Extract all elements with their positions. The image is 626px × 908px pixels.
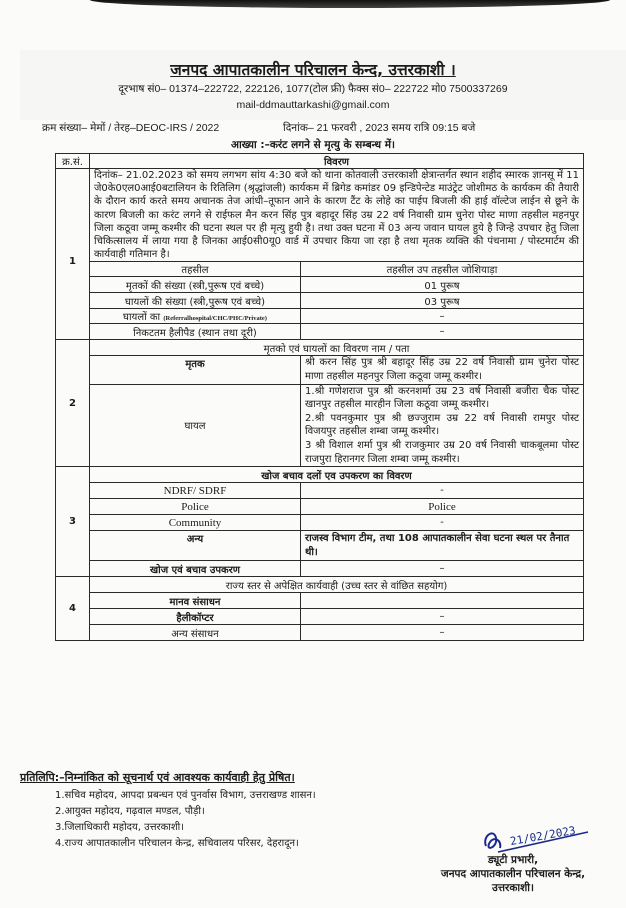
section-4-heading: राज्य स्तर से अपेक्षित कार्यवाही (उच्च स्तर से वांछित सहयोग) (90, 577, 584, 593)
community-label: Community (90, 515, 301, 531)
rescue-equipment-label: खोज एवं बचाव उपकरण (90, 561, 301, 577)
col-details-header: विवरण (90, 154, 584, 169)
contact-line: दूरभाष सं0– 01374–222722, 222126, 1077(टोल फ्री) फैक्स सं0– 222722 मो0 7500337269 (118, 83, 508, 95)
signatory-office: जनपद आपातकालीन परिचालन केन्द्र, (440, 868, 586, 880)
injured-label: घायल (90, 384, 301, 467)
deceased-count-label: मृतकों की संख्या (स्त्री,पुरूष एवं बच्चे) (90, 277, 301, 293)
copy-to-item: 4.राज्य आपातकालीन परिचालन केन्द्र, सचिवालय परिसर, देहरादून। (55, 838, 299, 849)
injured-hospital-label-text: घायलों का (123, 312, 161, 324)
injured-person-1: 1.श्री गणेशराज पुत्र श्री करनशर्मा उम्र 23 वर्ष निवासी बजीरा चैक पोस्ट खानपुर तहसील मारहीन जिला कठूवा जम्मू कश्मीर। (305, 385, 579, 411)
deceased-label: मृतक (90, 356, 301, 384)
rescue-equipment-value: – (301, 561, 584, 577)
copy-to-heading: प्रतिलिपि:–निम्नांकित को सूचनार्थ एवं आवश्यक कार्यवाही हेतु प्रेषित। (20, 771, 295, 784)
human-resources-value (301, 593, 584, 609)
helipad-label: निकटतम हैलीपैड (स्थान तथा दूरी) (90, 324, 301, 340)
section-2-heading: मृतको एवं घायलों का विवरण नाम / पता (90, 340, 584, 356)
document-title: जनपद आपातकालीन परिचालन केन्द, उत्तरकाशी । (170, 61, 456, 79)
copy-to-item: 1.सचिव महोदय, आपदा प्रबन्धन एवं पुनर्वास विभाग, उत्तराखण्ड शासन। (55, 790, 316, 801)
reference-number: क्रम संख्या– मेमों / तेरह–DEOC-IRS / 2022 (42, 122, 220, 134)
signatory-title: ड्यूटी प्रभारी, (487, 854, 539, 866)
helicopter-value: – (301, 609, 584, 625)
col-sno-header: क्र.सं. (56, 154, 90, 169)
other-resources-value: – (301, 625, 584, 641)
hospital-types: (Referralhospital/CHC/PHC/Private) (163, 315, 267, 323)
injured-count-value: 03 पुरूष (301, 293, 584, 309)
report-table (55, 153, 584, 641)
helicopter-label: हैलीकॉप्टर (90, 609, 301, 625)
section-4-number: 4 (56, 577, 90, 641)
ndrf-sdrf-value: - (301, 483, 584, 499)
deceased-count-value: 01 पुरूष (301, 277, 584, 293)
helipad-value: – (301, 324, 584, 340)
police-label: Police (90, 499, 301, 515)
copy-to-item: 2.आयुक्त महोदय, गढ़वाल मण्डल, पौड़ी। (55, 806, 205, 817)
copy-to-item: 3.जिलाधिकारी महोदय, उत्तरकाशी। (55, 822, 185, 833)
injured-count-label: घायलों की संख्या (स्त्री,पुरूष एवं बच्चे) (90, 293, 301, 309)
report-date: दिनांक– 21 फरवरी , 2023 समय रात्रि 09:15 बजे (283, 122, 476, 134)
injured-hospital-value: – (301, 309, 584, 324)
community-value: - (301, 515, 584, 531)
tehsil-value: तहसील उप तहसील जोशियाड़ा (301, 262, 584, 277)
section-2-number: 2 (56, 340, 90, 467)
injured-person-3: 3 श्री विशाल शर्मा पुत्र श्री राजकुमार उम्र 20 वर्ष निवासी चाकबूलमा पोस्ट राजपुरा हिरानगर जिला शम्बा जम्मू कश्मीर। (305, 439, 579, 465)
handwritten-signature-icon (480, 818, 590, 858)
deceased-details: श्री करन सिंह पुत्र श्री बहादूर सिंह उम्र 22 वर्ष निवासी ग्राम चुनेरा पोस्ट माणा तहसील महनपुर जिला कठूवा जम्मू कश्मीर। (301, 356, 584, 384)
subject-line: आख्या :–करंट लगने से मृत्यु के सम्बन्ध में। (231, 139, 395, 151)
section-3-heading: खोज बचाव दलों एव उपकरण का विवरण (90, 467, 584, 483)
other-teams-label: अन्य (90, 531, 301, 561)
human-resources-label: मानव संसाधन (90, 593, 301, 609)
copy-to-list (55, 788, 316, 852)
tehsil-label: तहसील (90, 262, 301, 277)
email-line: mail-ddmauttarkashi@gmail.com (236, 99, 390, 111)
injured-hospital-label (90, 309, 301, 324)
injured-person-2: 2.श्री पवनकुमार पुत्र श्री छज्जुराम उम्र 22 वर्ष निवासी रामपुर पोस्ट विजयपुर तहसील शम्बा जम्मू कश्मीर। (305, 412, 579, 438)
section-3-number: 3 (56, 467, 90, 577)
signatory-location: उत्तरकाशी। (492, 882, 534, 894)
police-value: Police (301, 499, 584, 515)
incident-narrative: दिनांक– 21.02.2023 को समय लगभग सांय 4:30 बजे को थाना कोतवाली उत्तरकाशी क्षेत्रान्तर्गत स्थान शहीद स्मारक ज्ञानसू में 11 जे0के0एल0आई0बटालियन के रितिलिग (श्रृद्धांजली) कार्यकम में ब्रिगेड कमांडर 09 इन्डिपेन्टेड माउंट्रेट जोशीमठ के कार्यकम की तैयारी के दौरान कार्य करते समय अचानक तेज आंधी–तूफान आने के कारण टैंट के लोहे का पाईप बिजली की हाई वॉल्टेज लाईन से छूने के कारण बिजली का करंट लगने से राईफल मैन करन सिंह पुत्र बहादूर सिंह उम्र 22 वर्ष निवासी ग्राम चुनेरा पोस्ट माणा तहसील महनपुर जिला कठूवा जम्मू कश्मीर की घटना स्थल पर ही मृत्यु हुयी है। तथा उक्त घटना में 03 अन्य जवान घायल हुये है जिन्हे उपचार हेतु जिला चिकित्सालय में लाया गया है जिनका आई0सी0यू0 वार्ड में उपचार किया जा रहा है तथा मृतक व्यक्ति की पंचनामा / पोस्टमार्टम की कार्यवाही गतिमान है। (90, 169, 584, 262)
other-resources-label: अन्य संसाधन (90, 625, 301, 641)
other-teams-value: राजस्व विभाग टीम, तथा 108 आपातकालीन सेवा घटना स्थल पर तैनात थी। (301, 531, 584, 561)
signature-date: 21/02/2023 (509, 823, 577, 849)
injured-details (301, 384, 584, 467)
ndrf-sdrf-label: NDRF/ SDRF (90, 483, 301, 499)
section-1-number: 1 (56, 169, 90, 340)
scan-edge-shadow (90, 0, 610, 8)
